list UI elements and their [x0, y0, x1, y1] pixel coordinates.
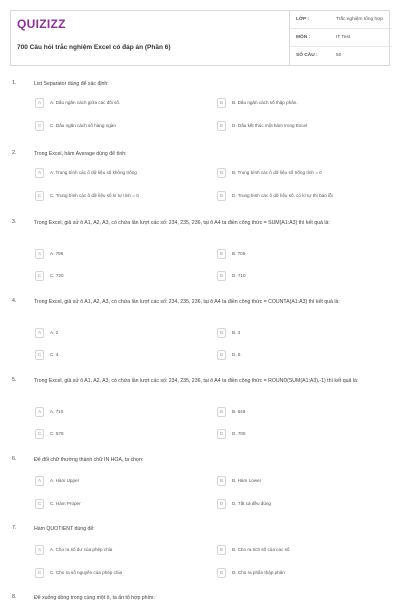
meta-label: MÔN : [296, 35, 311, 40]
option-letter-box: C [35, 499, 44, 509]
meta-value: IT Test [336, 35, 351, 40]
option-d[interactable] [217, 429, 361, 440]
option-text: A. Trung bình các ô dữ liệu số không trống [50, 170, 137, 175]
question-text: Trong Excel, hàm Average dùng để tính: [34, 151, 127, 157]
option-text: C. Cho ra số nguyên của phép chia [50, 570, 123, 575]
option-text: D. 5 [232, 352, 241, 357]
option-letter-box: B [217, 545, 226, 555]
option-text: A. Hàm Upper [50, 478, 80, 483]
option-b[interactable] [217, 168, 361, 179]
question-text: Để xuống dòng trong cùng một ô, ta ấn tổ hợp phím: [34, 595, 155, 600]
option-text: D. Trung bình các ô dữ liệu số, có kí tự thì báo lỗi [232, 193, 333, 198]
option-text: A. 2 [50, 330, 59, 335]
option-letter-box: A [35, 545, 44, 555]
option-text: C. Trung bình các ô dữ liệu số kí tự tính = 0 [50, 193, 139, 198]
option-c[interactable] [35, 499, 179, 510]
option-a[interactable] [35, 168, 179, 179]
option-b[interactable] [217, 249, 361, 260]
option-letter-box: B [217, 328, 226, 338]
option-letter-box: C [35, 121, 44, 131]
question-number: 3. [12, 219, 17, 225]
question-text: Trong Excel, giả sử ô A1, A2, A3, có chứa lần lượt các số: 234, 235, 236, tại ô A4 ta điền công thức = SUM(A1:A3) thì kết quả là: [34, 220, 330, 226]
option-text: B. Cho ra tích số của các số [232, 547, 290, 552]
meta-value: Trắc nghiệm tổng hợp [336, 17, 383, 22]
option-c[interactable] [35, 271, 179, 282]
option-c[interactable] [35, 350, 179, 361]
option-d[interactable] [217, 499, 361, 510]
option-letter-box: A [35, 328, 44, 338]
option-letter-box: A [35, 98, 44, 108]
question-number: 8. [12, 594, 17, 600]
option-letter-box: D [217, 121, 226, 131]
question-text: Trong Excel, giả sử ô A1, A2, A3, có chứa lần lượt các số: 234, 235, 236, tại ô A4 ta điền công thức = COUNTA(A1:A3) thì kết quả là: [34, 299, 340, 305]
option-text: D. Tất cả đều đúng [232, 501, 271, 506]
option-letter-box: D [217, 271, 226, 281]
option-letter-box: A [35, 407, 44, 417]
option-letter-box: D [217, 191, 226, 201]
question-text: Hàm QUOTIENT dùng để: [34, 526, 95, 532]
option-letter-box: D [217, 350, 226, 360]
option-text: D. 705 [232, 431, 246, 436]
option-letter-box: B [217, 168, 226, 178]
option-c[interactable] [35, 429, 179, 440]
option-b[interactable] [217, 545, 361, 556]
question-number: 6. [12, 456, 17, 462]
option-letter-box: C [35, 429, 44, 439]
option-d[interactable] [217, 271, 361, 282]
option-letter-box: D [217, 499, 226, 509]
option-text: A. 796 [50, 251, 64, 256]
option-text: B. Trung bình các ô dữ liệu số trống tính = 0 [232, 170, 322, 175]
option-letter-box: A [35, 249, 44, 259]
quizizz-logo: QUIZIZZ [17, 17, 66, 31]
option-a[interactable] [35, 407, 179, 418]
option-letter-box: A [35, 476, 44, 486]
option-a[interactable] [35, 545, 179, 556]
option-letter-box: D [217, 429, 226, 439]
option-d[interactable] [217, 350, 361, 361]
option-text: B. 3 [232, 330, 241, 335]
meta-value: 50 [336, 53, 342, 58]
option-text: C. 4 [50, 352, 59, 357]
option-b[interactable] [217, 476, 361, 487]
option-letter-box: A [35, 168, 44, 178]
option-letter-box: C [35, 350, 44, 360]
option-b[interactable] [217, 328, 361, 339]
option-c[interactable] [35, 568, 179, 579]
option-text: C. Hàm Proper [50, 501, 81, 506]
option-letter-box: C [35, 568, 44, 578]
option-text: D. Cho ra phần thập phân [232, 570, 285, 575]
option-text: A. Dấu ngăn cách giữa các đối số. [50, 100, 121, 105]
meta-label: LỚP : [296, 17, 310, 22]
option-text: D. 710 [232, 273, 246, 278]
option-letter-box: B [217, 407, 226, 417]
question-number: 2. [12, 150, 17, 156]
option-letter-box: B [217, 249, 226, 259]
option-b[interactable] [217, 98, 361, 109]
question-text: Để đổi chữ thường thành chữ IN HOA, ta chọn: [34, 457, 144, 463]
option-letter-box: B [217, 98, 226, 108]
question-number: 1. [12, 80, 17, 86]
question-number: 4. [12, 298, 17, 304]
question-text: List Separator dùng để xác định: [34, 81, 109, 87]
option-text: B. Hàm Lower [232, 478, 262, 483]
option-letter-box: B [217, 476, 226, 486]
document-title: 700 Câu hỏi trắc nghiệm Excel có đáp án (Phần 6) [17, 44, 171, 51]
option-letter-box: C [35, 191, 44, 201]
option-text: A. 710 [50, 409, 64, 414]
option-b[interactable] [217, 407, 361, 418]
option-text: D. Dấu kết thúc một hàm trong Excel [232, 123, 308, 128]
question-number: 5. [12, 377, 17, 383]
option-d[interactable] [217, 568, 361, 579]
option-a[interactable] [35, 476, 179, 487]
option-text: B. 705 [232, 251, 246, 256]
question-number: 7. [12, 525, 17, 531]
option-letter-box: C [35, 271, 44, 281]
option-letter-box: D [217, 568, 226, 578]
option-text: B. Dấu ngăn cách số thập phân. [232, 100, 298, 105]
option-text: B. 649 [232, 409, 246, 414]
option-a[interactable] [35, 249, 179, 260]
option-text: C. 578 [50, 431, 64, 436]
question-text: Trong Excel, giả sử ô A1, A2, A3, có chứa lần lượt các số: 234, 235, 236, tại ô A4 ta điền công thức = ROUND(SUM(A1:A3),-1) thì kết quả là: [34, 378, 359, 384]
option-c[interactable] [35, 191, 179, 202]
option-text: C. 720 [50, 273, 64, 278]
option-d[interactable] [217, 121, 361, 132]
option-a[interactable] [35, 98, 179, 109]
option-a[interactable] [35, 328, 179, 339]
option-d[interactable] [217, 191, 361, 202]
option-text: A. Cho ra số dư của phép chia [50, 547, 113, 552]
meta-label: SỐ CÂU : [296, 53, 318, 58]
option-text: C. Dấu ngăn cách số hàng ngàn [50, 123, 116, 128]
option-c[interactable] [35, 121, 179, 132]
